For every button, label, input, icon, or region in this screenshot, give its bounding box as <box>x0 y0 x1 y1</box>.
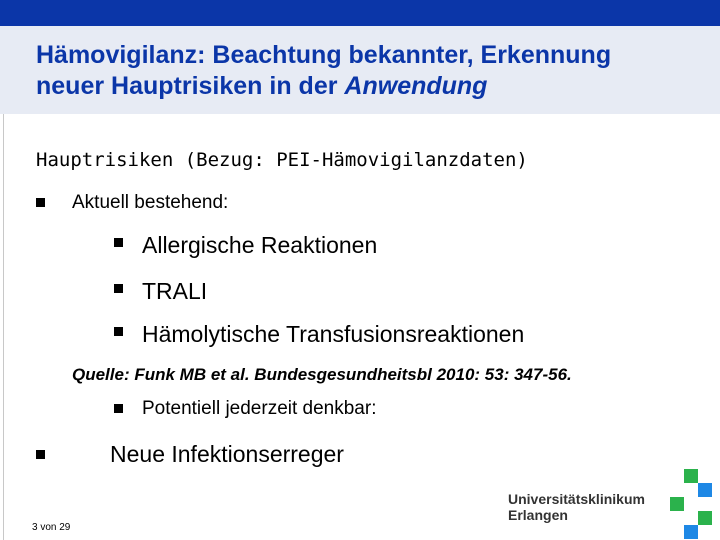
infection-item: Neue Infektionserreger <box>110 441 344 467</box>
risk-item: Allergische Reaktionen <box>142 232 378 258</box>
risk-item: TRALI <box>142 278 208 304</box>
bullet-icon <box>36 450 45 459</box>
title-line-1: Hämovigilanz: Beachtung bekannter, Erkennung <box>36 41 612 69</box>
top-bar <box>0 0 720 26</box>
bullet-icon <box>114 327 123 336</box>
bullet-icon <box>36 198 45 207</box>
risk-item: Hämolytische Transfusionsreaktionen <box>142 321 525 347</box>
current-risks-label: Aktuell bestehend: <box>72 192 229 213</box>
bullet-icon <box>114 238 123 247</box>
title-line-2: neuer Hauptrisiken in der Anwendung <box>36 72 488 100</box>
slide-title <box>36 40 706 102</box>
page-number: 3 von 29 <box>32 522 71 533</box>
title-emphasis: Anwendung <box>344 72 488 100</box>
potential-risks-label: Potentiell jederzeit denkbar: <box>142 398 377 419</box>
subheading: Hauptrisiken (Bezug: PEI-Hämovigilanzdaten) <box>36 149 528 171</box>
bullet-icon <box>114 404 123 413</box>
bullet-icon <box>114 284 123 293</box>
source-citation: Quelle: Funk MB et al. Bundesgesundheitsbl 2010: 53: 347-56. <box>72 365 572 384</box>
university-logo-text: Universitätsklinikum Erlangen <box>508 491 645 523</box>
